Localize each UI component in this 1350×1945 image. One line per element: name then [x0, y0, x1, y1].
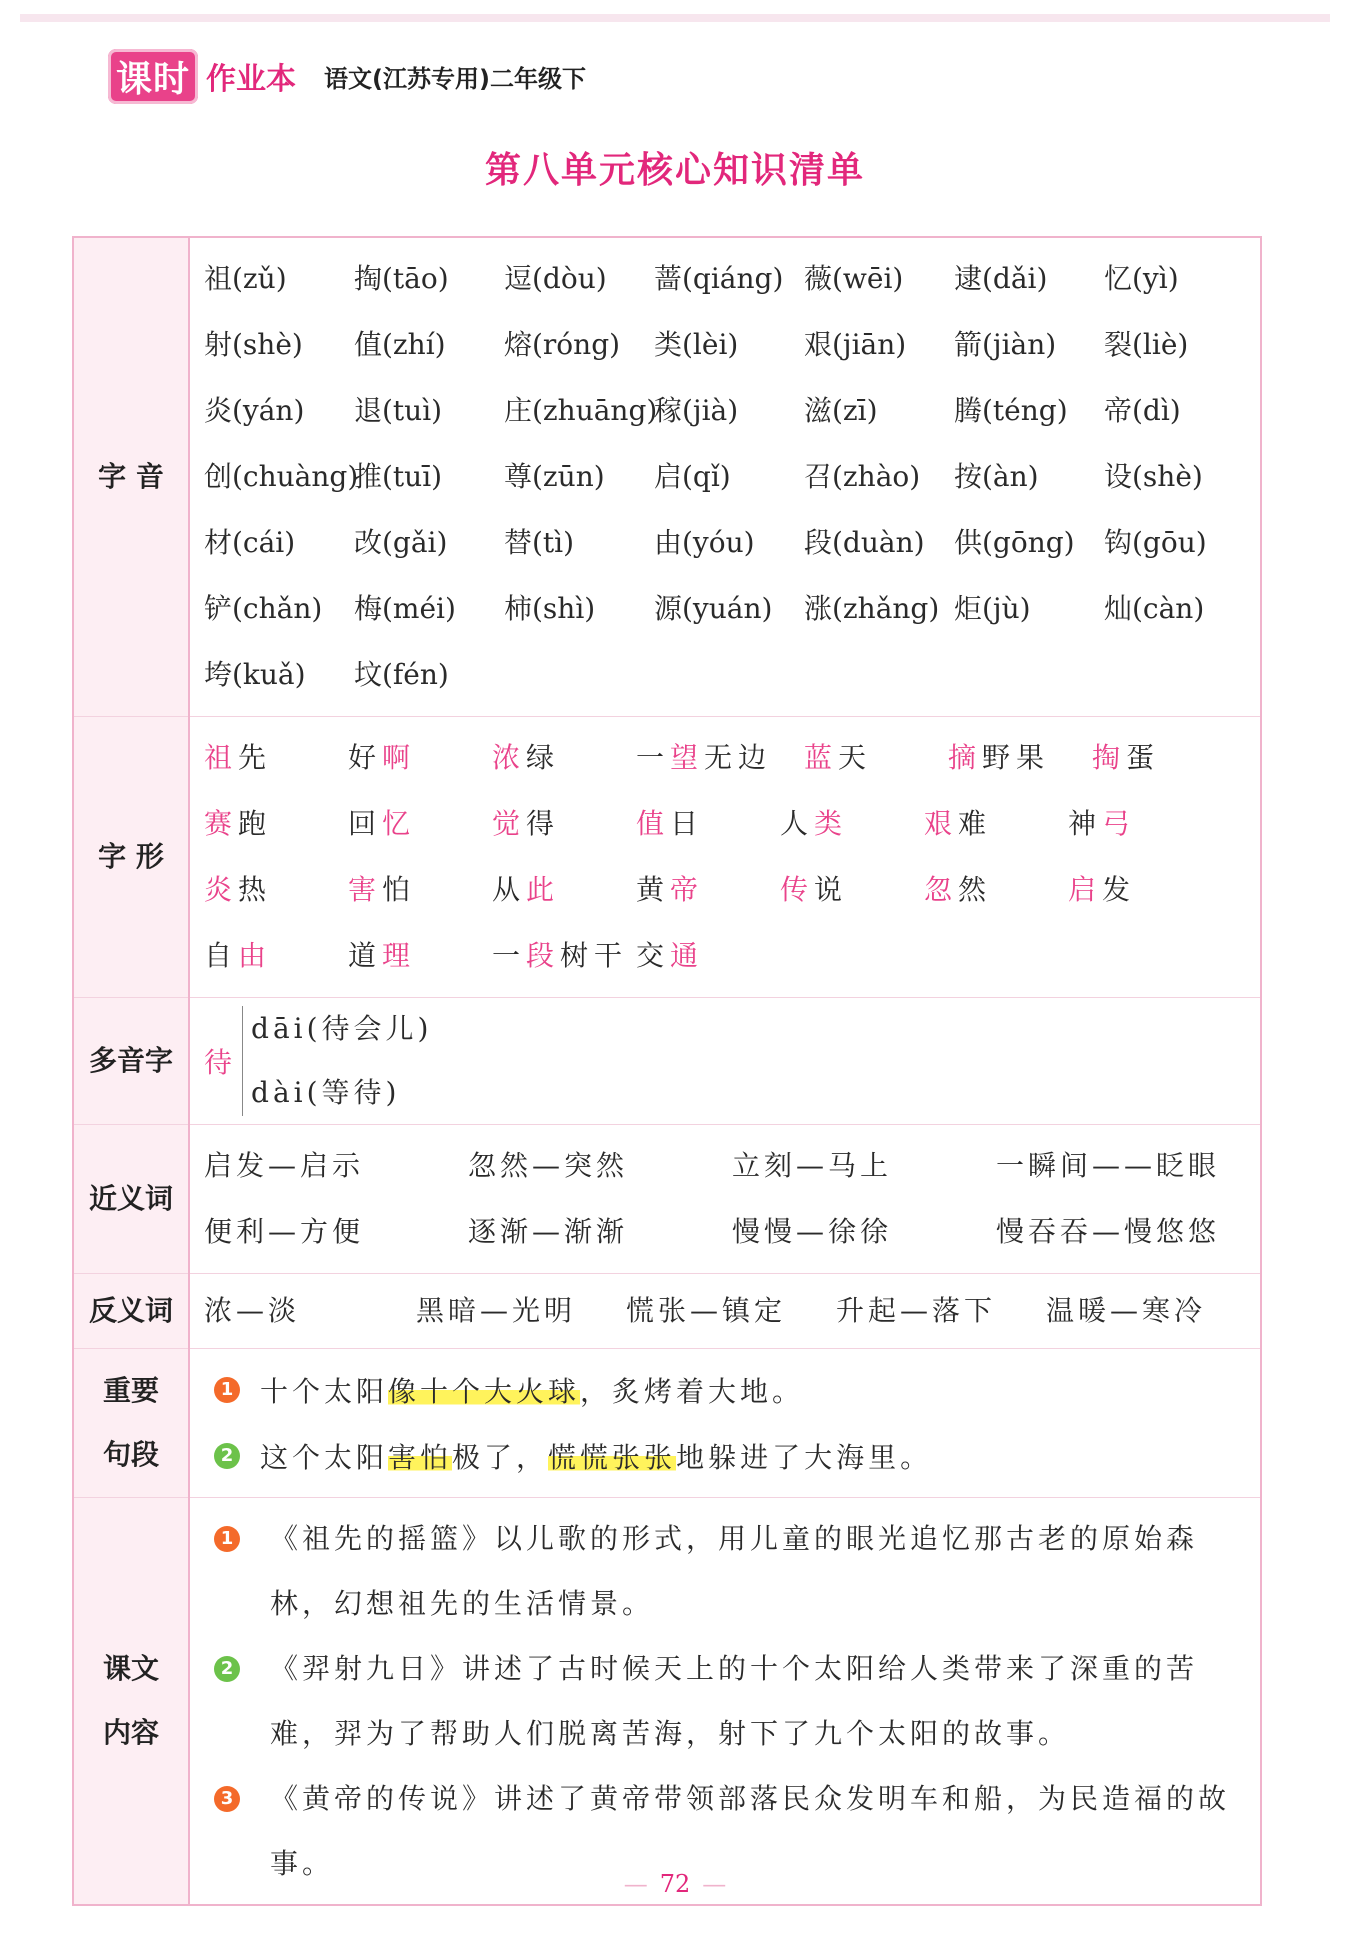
lesson-summary-item [204, 1636, 1260, 1766]
pinyin-item: 祖(zǔ) [204, 262, 287, 295]
target-char: 忆 [382, 807, 417, 840]
sentence-part: 地躲进了大海里。 [676, 1441, 933, 1474]
row-content [73, 1498, 1261, 1906]
sentence-part: 极了， [452, 1441, 549, 1474]
glyph-word [492, 857, 636, 923]
number-badge-icon: 2 [214, 1443, 240, 1469]
word-part: 自 [204, 939, 239, 972]
target-char: 炎 [204, 873, 239, 906]
glyph-word [780, 857, 924, 923]
pinyin-item: 推(tuī) [354, 460, 443, 493]
pinyin-item: 源(yuán) [654, 592, 773, 625]
sentence-item [204, 1423, 1260, 1489]
pinyin-item: 稼(jià) [654, 394, 739, 427]
antonym-pair: 升起—落下 [836, 1294, 997, 1327]
pinyin-item: 替(tì) [504, 526, 575, 559]
word-part: 然 [958, 873, 993, 906]
word-part: 跑 [238, 807, 273, 840]
pinyin-item: 材(cái) [204, 526, 296, 559]
sentence-text [260, 1370, 804, 1410]
brace-divider [242, 1006, 243, 1116]
pinyin-item: 段(duàn) [804, 526, 925, 559]
knowledge-table [72, 236, 1262, 1906]
sentence-list [204, 1357, 1260, 1489]
antonym-pair: 温暖—寒冷 [1046, 1294, 1207, 1327]
glyph-word [204, 923, 348, 989]
row-synonyms [73, 1125, 1261, 1274]
page-footer: — 72 — [623, 1870, 727, 1898]
pinyin-item: 涨(zhǎng) [804, 592, 940, 625]
glyph-word [1092, 725, 1236, 791]
pinyin-item: 柿(shì) [504, 592, 596, 625]
pinyin-item: 铲(chǎn) [204, 592, 323, 625]
word-part: 说 [814, 873, 849, 906]
glyph-word [204, 725, 348, 791]
word-part: 一 [492, 939, 527, 972]
glyph-word [948, 725, 1092, 791]
word-part: 树干 [560, 939, 629, 972]
page-number: 72 [659, 1870, 691, 1898]
pinyin-item: 退(tuì) [354, 394, 443, 427]
row-sentences [73, 1349, 1261, 1498]
number-badge-icon: 3 [214, 1786, 240, 1812]
word-part: 日 [670, 807, 705, 840]
pinyin-item: 射(shè) [204, 328, 303, 361]
pinyin-item: 按(àn) [954, 460, 1039, 493]
sentence-part: ，炙烤着大地。 [580, 1375, 805, 1408]
row-label-glyph: 字 形 [73, 717, 189, 998]
sentence-item [204, 1357, 1260, 1423]
target-char: 掏 [1092, 741, 1127, 774]
pinyin-item: 炎(yán) [204, 394, 305, 427]
word-part: 回 [348, 807, 383, 840]
top-decoration-bar [20, 14, 1330, 22]
target-char: 类 [814, 807, 849, 840]
target-char: 值 [636, 807, 671, 840]
target-char: 摘 [948, 741, 983, 774]
glyph-word [348, 791, 492, 857]
row-label-pronunciation: 字 音 [73, 237, 189, 717]
antonym-pair: 黑暗—光明 [416, 1294, 577, 1327]
pinyin-item: 逮(dǎi) [954, 262, 1048, 295]
glyph-word [780, 791, 924, 857]
glyph-word [804, 725, 948, 791]
pinyin-item: 灿(càn) [1104, 592, 1205, 625]
glyph-word [492, 791, 636, 857]
pinyin-item: 尊(zūn) [504, 460, 605, 493]
synonym-pair: 便利—方便 [204, 1215, 365, 1248]
word-part: 难 [958, 807, 993, 840]
pinyin-item: 熔(róng) [504, 328, 621, 361]
pinyin-item: 梅(méi) [354, 592, 456, 625]
glyph-word [492, 923, 636, 989]
glyph-word [636, 923, 780, 989]
pinyin-item: 钩(gōu) [1104, 526, 1207, 559]
word-part: 野果 [982, 741, 1051, 774]
target-char: 祖 [204, 741, 239, 774]
glyph-word [348, 857, 492, 923]
lesson-summary-text: 《黄帝的传说》讲述了黄帝带领部落民众发明车和船，为民造福的故事。 [270, 1782, 1231, 1880]
word-part: 神 [1068, 807, 1103, 840]
glyph-word [204, 857, 348, 923]
target-char: 段 [526, 939, 561, 972]
pinyin-item: 创(chuàng) [204, 460, 359, 493]
sentence-part: 十个太阳 [260, 1375, 389, 1408]
target-char: 害 [348, 873, 383, 906]
row-label-polyphone: 多音字 [73, 998, 189, 1125]
pinyin-item: 蔷(qiáng) [654, 262, 784, 295]
target-char: 浓 [492, 741, 527, 774]
highlighted-phrase: 慌慌张张 [548, 1441, 677, 1474]
row-label-sentences-line1: 重要 [102, 1374, 159, 1407]
pinyin-item: 改(gǎi) [354, 526, 448, 559]
target-char: 赛 [204, 807, 239, 840]
word-part: 绿 [526, 741, 561, 774]
pinyin-item: 设(shè) [1104, 460, 1203, 493]
glyph-word [924, 857, 1068, 923]
word-part: 交 [636, 939, 671, 972]
target-char: 弓 [1102, 807, 1137, 840]
pinyin-item: 逗(dòu) [504, 262, 607, 295]
synonym-pair: 忽然—突然 [468, 1149, 629, 1182]
polyphone-reading: dāi(待会儿) [251, 1012, 433, 1045]
row-label-content-line1: 课文 [102, 1652, 159, 1685]
target-char: 艰 [924, 807, 959, 840]
row-label-sentences-line2: 句段 [102, 1438, 159, 1471]
brand-logo: 课时 [108, 49, 198, 104]
pinyin-item: 供(gōng) [954, 526, 1075, 559]
glyph-word [1068, 857, 1212, 923]
pinyin-item: 启(qǐ) [654, 460, 731, 493]
word-part: 好 [348, 741, 383, 774]
word-part: 怕 [382, 873, 417, 906]
polyphone-reading: dài(等待) [251, 1076, 401, 1109]
pinyin-item: 滋(zī) [804, 394, 878, 427]
word-part: 从 [492, 873, 527, 906]
pinyin-item: 召(zhào) [804, 460, 921, 493]
word-part: 发 [1102, 873, 1137, 906]
pinyin-item: 值(zhí) [354, 328, 446, 361]
sentence-part: 这个太阳 [260, 1441, 389, 1474]
pinyin-item: 裂(liè) [1104, 328, 1189, 361]
lesson-summary-list [204, 1506, 1260, 1896]
target-char: 理 [382, 939, 417, 972]
antonym-pair: 浓—淡 [204, 1294, 301, 1327]
pinyin-item: 艰(jiān) [804, 328, 907, 361]
row-label-synonyms: 近义词 [73, 1125, 189, 1274]
word-part: 蛋 [1126, 741, 1161, 774]
word-part: 得 [526, 807, 561, 840]
target-char: 传 [780, 873, 815, 906]
row-label-antonyms: 反义词 [73, 1274, 189, 1349]
antonym-grid [204, 1278, 1260, 1344]
target-char: 蓝 [804, 741, 839, 774]
row-polyphone [73, 998, 1261, 1125]
pinyin-item: 坟(fén) [354, 658, 449, 691]
pinyin-item: 箭(jiàn) [954, 328, 1057, 361]
subject-label: 语文(江苏专用)二年级下 [324, 64, 586, 93]
row-label-content-line2: 内容 [102, 1716, 159, 1749]
highlighted-phrase: 像十个大火球 [388, 1375, 581, 1408]
lesson-summary-item [204, 1506, 1260, 1636]
glyph-word [924, 791, 1068, 857]
target-char: 觉 [492, 807, 527, 840]
target-char: 忽 [924, 873, 959, 906]
polyphone-char: 待 [204, 1046, 233, 1079]
target-char: 望 [670, 741, 705, 774]
word-part: 人 [780, 807, 815, 840]
pinyin-item: 垮(kuǎ) [204, 658, 306, 691]
glyph-word [348, 923, 492, 989]
page-title: 第八单元核心知识清单 [484, 150, 865, 191]
target-char: 此 [526, 873, 561, 906]
pinyin-item: 薇(wēi) [804, 262, 904, 295]
glyph-word-list [204, 725, 1260, 989]
glyph-word [1068, 791, 1212, 857]
highlighted-phrase: 害怕 [388, 1441, 453, 1474]
brand-name: 作业本 [206, 62, 297, 97]
word-part: 道 [348, 939, 383, 972]
target-char: 通 [670, 939, 705, 972]
polyphone-entry [204, 998, 1260, 1124]
word-part: 黄 [636, 873, 671, 906]
synonym-pair: 逐渐—渐渐 [468, 1215, 629, 1248]
target-char: 启 [1068, 873, 1103, 906]
word-part: 天 [838, 741, 873, 774]
synonym-pair: 一瞬间——眨眼 [996, 1149, 1221, 1182]
pinyin-item: 庄(zhuāng) [504, 394, 658, 427]
number-badge-icon: 1 [214, 1377, 240, 1403]
pinyin-item: 炬(jù) [954, 592, 1031, 625]
pinyin-item: 掏(tāo) [354, 262, 449, 295]
number-badge-icon: 2 [214, 1656, 240, 1682]
number-badge-icon: 1 [214, 1526, 240, 1552]
word-part: 先 [238, 741, 273, 774]
glyph-word [492, 725, 636, 791]
word-part: 一 [636, 741, 671, 774]
synonym-pair: 启发—启示 [204, 1149, 365, 1182]
target-char: 帝 [670, 873, 705, 906]
pinyin-item: 忆(yì) [1104, 262, 1179, 295]
synonym-pair: 慢吞吞—慢悠悠 [996, 1215, 1221, 1248]
sentence-text [260, 1436, 932, 1476]
glyph-word [636, 725, 804, 791]
lesson-summary-text: 《羿射九日》讲述了古时候天上的十个太阳给人类带来了深重的苦难，羿为了帮助人们脱离苦海，射下了九个太阳的故事。 [270, 1652, 1199, 1750]
pinyin-item: 帝(dì) [1104, 394, 1181, 427]
synonym-pair: 慢慢—徐徐 [732, 1215, 893, 1248]
glyph-word [636, 857, 780, 923]
row-glyph [73, 717, 1261, 998]
synonym-pair: 立刻—马上 [732, 1149, 893, 1182]
synonym-grid [204, 1133, 1260, 1265]
book-header [108, 52, 586, 100]
antonym-pair: 慌张—镇定 [626, 1294, 787, 1327]
glyph-word [348, 725, 492, 791]
glyph-word [636, 791, 780, 857]
row-pronunciation [73, 237, 1261, 717]
target-char: 由 [238, 939, 273, 972]
pinyin-grid [204, 246, 1260, 708]
target-char: 啊 [382, 741, 417, 774]
pinyin-item: 类(lèi) [654, 328, 739, 361]
glyph-word [204, 791, 348, 857]
row-antonyms [73, 1274, 1261, 1349]
word-part: 无边 [704, 741, 773, 774]
lesson-summary-text: 《祖先的摇篮》以儿歌的形式，用儿童的眼光追忆那古老的原始森林，幻想祖先的生活情景。 [270, 1522, 1199, 1620]
word-part: 热 [238, 873, 273, 906]
pinyin-item: 由(yóu) [654, 526, 755, 559]
pinyin-item: 腾(téng) [954, 394, 1068, 427]
